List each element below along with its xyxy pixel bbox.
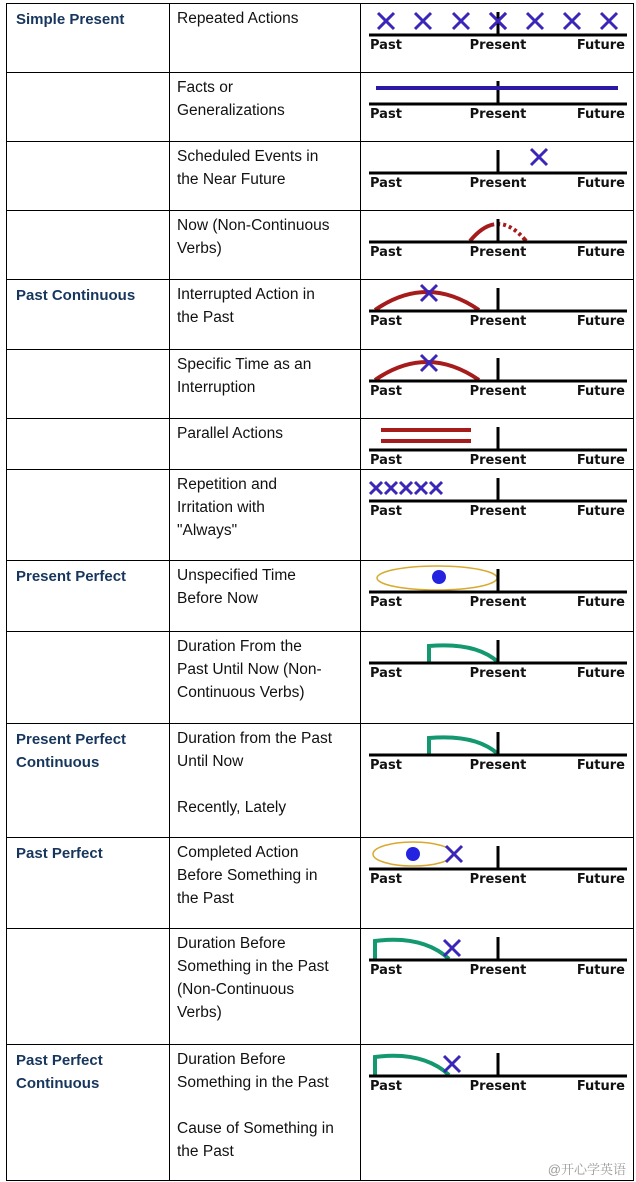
usage-cell [170,142,361,211]
usage-description: Now (Non-Continuous Verbs) [177,217,330,258]
present-label: Present [469,594,527,610]
tense-name [7,419,169,423]
past-label: Past [370,872,402,888]
present-label: Present [469,314,527,330]
table-row [7,929,634,1044]
usage-cell [170,631,361,723]
timeline-cell [361,469,634,560]
timeline-diagram [361,419,633,469]
timeline-diagram [361,470,633,520]
present-label: Present [469,758,527,774]
usage-description: Facts or Generalizations [177,79,285,120]
usage-description: Repetition and Irritation with "Always" [177,475,277,539]
past-label: Past [370,38,402,53]
timeline-diagram [361,142,633,192]
table-row [7,724,634,838]
timeline-diagram [361,211,633,261]
timeline-cell [361,211,634,280]
duration-arc [375,940,449,959]
timeline-cell [361,280,634,349]
future-label: Future [576,758,625,774]
tense-name: Simple Present [16,11,125,28]
x-mark [400,482,412,494]
tense-name [7,211,169,215]
timeline-diagram [361,1045,633,1095]
future-label: Future [576,452,625,468]
table-row [7,560,634,631]
past-label: Past [370,314,402,330]
usage-description: Parallel Actions [177,424,283,442]
timeline-cell [361,838,634,929]
timeline-cell [361,724,634,838]
usage-description: Specific Time as an Interruption [177,355,312,396]
usage-cell [170,838,361,929]
timeline-cell [361,418,634,469]
table-row [7,838,634,929]
duration-arc [375,1055,449,1074]
tense-cell [7,469,170,560]
timeline-diagram [361,350,633,400]
usage-cell [170,469,361,560]
usage-cell [170,1044,361,1180]
event-dot [432,570,446,584]
table-row [7,4,634,73]
usage-cell [170,418,361,469]
future-label: Future [576,503,625,519]
usage-cell [170,724,361,838]
tense-cell [7,418,170,469]
usage-description: Completed Action Before Something in the Past [177,844,318,908]
table-row [7,73,634,142]
tense-cell [7,4,170,73]
present-label: Present [469,503,527,519]
tense-cell [7,631,170,723]
usage-cell [170,560,361,631]
timeline-diagram [361,929,633,979]
usage-cell [170,73,361,142]
tense-name [7,929,169,933]
present-label: Present [469,872,527,888]
tense-name: Past Continuous [16,287,136,305]
timeline-cell [361,4,634,73]
tense-name [7,73,169,77]
x-mark [444,940,460,956]
future-label: Future [576,107,625,123]
x-mark [378,13,394,29]
future-label: Future [576,245,625,261]
table-row [7,631,634,723]
usage-cell [170,349,361,418]
x-mark [370,482,382,494]
x-mark [430,482,442,494]
past-label: Past [370,452,402,468]
future-label: Future [576,872,625,888]
tense-name [7,142,169,146]
usage-description: Duration Before Something in the Past (Non-Continuous Verbs) [177,935,329,1022]
usage-description: Scheduled Events in the Near Future [177,148,319,189]
usage-description: Unspecified Time Before Now [177,566,296,607]
present-label: Present [469,245,527,261]
present-label: Present [469,963,527,979]
timeline-diagram [361,280,633,330]
past-label: Past [370,503,402,519]
table-row [7,469,634,560]
table-row [7,142,634,211]
watermark: @开心学英语 [547,1162,626,1177]
past-label: Past [370,665,402,681]
table-row [7,418,634,469]
usage-cell [170,280,361,349]
tense-cell [7,349,170,418]
timeline-cell [361,929,634,1044]
tense-cell [7,724,170,838]
tense-cell [7,929,170,1044]
past-label: Past [370,594,402,610]
usage-description: Duration Before Something in the Past Cause of Something in the Past [177,1050,334,1160]
future-label: Future [576,383,625,399]
past-label: Past [370,1078,402,1094]
x-mark [531,149,547,165]
table-row [7,349,634,418]
tense-name: Past Perfect Continuous [16,1051,103,1092]
future-label: Future [576,314,625,330]
usage-description: Repeated Actions [177,10,299,27]
x-mark [601,13,617,29]
past-label: Past [370,176,402,192]
tense-table [6,3,634,1181]
x-mark [385,482,397,494]
past-label: Past [370,963,402,979]
present-label: Present [469,383,527,399]
tense-cell [7,560,170,631]
past-label: Past [370,383,402,399]
timeline-diagram [361,4,633,54]
tense-cell [7,142,170,211]
future-label: Future [576,1078,625,1094]
x-mark [415,482,427,494]
present-label: Present [469,38,527,53]
timeline-cell [361,349,634,418]
tense-cell [7,838,170,929]
usage-description: Duration from the Past Until Now Recently, Lately [177,730,333,817]
timeline-cell [361,560,634,631]
present-label: Present [469,176,527,192]
duration-arc [429,645,498,662]
present-label: Present [469,452,527,468]
x-mark [444,1056,460,1072]
past-label: Past [370,107,402,123]
future-label: Future [576,594,625,610]
tense-name: Past Perfect [16,845,103,863]
future-label: Future [576,38,625,53]
past-label: Past [370,758,402,774]
x-mark [564,13,580,29]
tense-table-body [7,4,634,1181]
timeline-cell [361,631,634,723]
tense-cell [7,73,170,142]
tense-name [7,632,169,636]
tense-name [7,470,169,474]
table-row [7,280,634,349]
x-mark [446,846,462,862]
tense-name: Present Perfect Continuous [16,731,127,772]
timeline-diagram [361,724,633,774]
past-label: Past [370,245,402,261]
table-row [7,211,634,280]
duration-arc [429,737,498,754]
x-mark [415,13,431,29]
present-label: Present [469,665,527,681]
future-label: Future [576,665,625,681]
present-label: Present [469,107,527,123]
tense-cell [7,280,170,349]
timeline-diagram [361,561,633,611]
timeline-diagram [361,838,633,888]
timeline-diagram [361,632,633,682]
usage-description: Interrupted Action in the Past [177,286,315,327]
x-mark [453,13,469,29]
usage-cell [170,4,361,73]
timeline-cell [361,142,634,211]
future-label: Future [576,963,625,979]
present-label: Present [469,1078,527,1094]
tense-cell [7,211,170,280]
event-dot [406,847,420,861]
x-mark [527,13,543,29]
tense-cell [7,1044,170,1180]
usage-description: Duration From the Past Until Now (Non- Continuous Verbs) [177,637,322,701]
timeline-cell [361,73,634,142]
usage-cell [170,211,361,280]
timeline-diagram [361,73,633,123]
future-label: Future [576,176,625,192]
usage-cell [170,929,361,1044]
tense-name: Present Perfect [16,567,127,585]
table-row [7,1044,634,1180]
tense-name [7,350,169,354]
